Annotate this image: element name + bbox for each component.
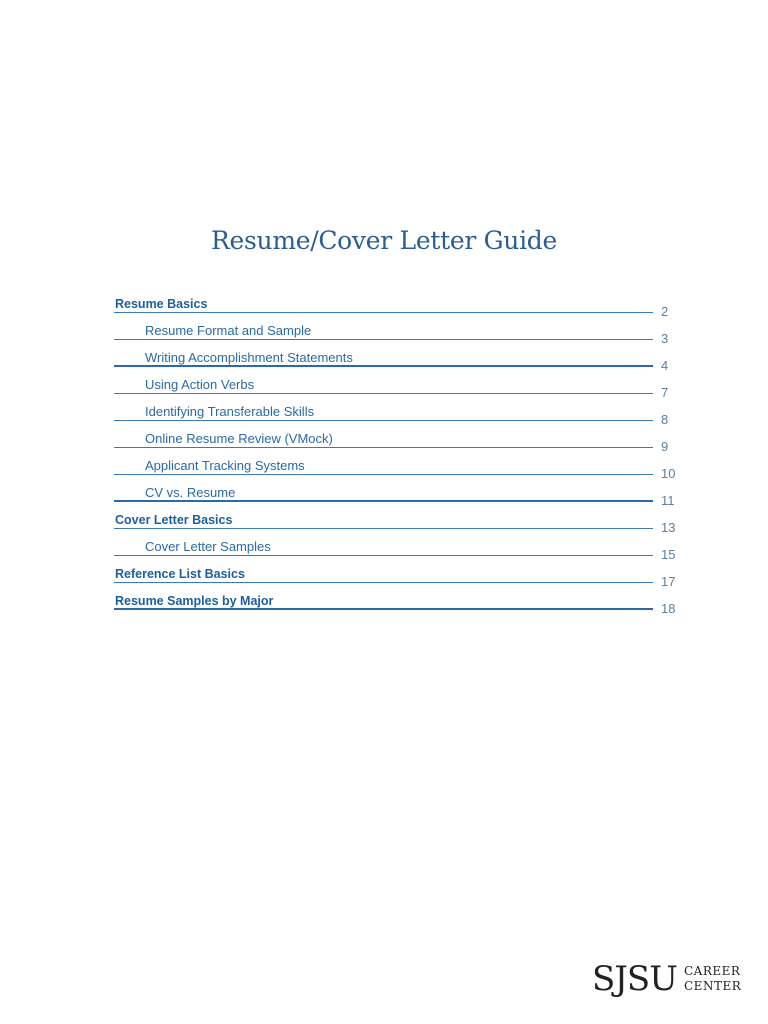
toc-entry-resume-basics[interactable] [114, 286, 684, 319]
toc-entry-label[interactable]: Resume Basics [115, 297, 208, 311]
toc-entry-cover-letter-samples[interactable] [114, 529, 684, 562]
toc-entry-transferable-skills[interactable] [114, 394, 684, 427]
toc-page-number: 9 [661, 439, 669, 454]
divider [114, 608, 653, 610]
logo-subtitle [684, 964, 741, 994]
document-title: Resume/Cover Letter Guide [210, 226, 558, 255]
toc-page-number: 11 [661, 493, 675, 508]
toc-entry-label[interactable]: Applicant Tracking Systems [145, 458, 305, 473]
toc-page-number: 13 [661, 520, 676, 535]
toc-entry-applicant-tracking[interactable] [114, 448, 684, 481]
toc-entry-cv-vs-resume[interactable] [114, 475, 684, 508]
toc-entry-label[interactable]: Resume Format and Sample [145, 323, 312, 338]
toc-page-number: 10 [661, 466, 676, 481]
toc-entry-label[interactable]: Online Resume Review (VMock) [145, 431, 333, 446]
toc-entry-reference-list[interactable] [114, 556, 684, 589]
toc-entry-action-verbs[interactable] [114, 367, 684, 400]
toc-entry-label[interactable]: CV vs. Resume [145, 485, 236, 500]
toc-page-number: 8 [661, 412, 669, 427]
toc-entry-resume-format[interactable] [114, 313, 684, 346]
logo-wordmark: SJSU [592, 959, 677, 999]
toc-entry-cover-letter-basics[interactable] [114, 502, 684, 535]
logo-subtitle-line1: CAREER [684, 964, 741, 978]
toc-page-number: 18 [661, 601, 676, 616]
toc-entry-label[interactable]: Resume Samples by Major [115, 594, 274, 608]
toc-entry-label[interactable]: Cover Letter Samples [145, 539, 271, 554]
toc-entry-label[interactable]: Cover Letter Basics [115, 513, 233, 527]
toc-page-number: 2 [661, 304, 669, 319]
logo-subtitle-line2: CENTER [684, 979, 742, 993]
toc-page-number: 3 [661, 331, 669, 346]
toc-entry-accomplishment-statements[interactable] [114, 340, 684, 373]
toc-page-number: 17 [661, 574, 676, 589]
toc-page-number: 7 [661, 385, 669, 400]
toc-page-number: 4 [661, 358, 669, 373]
toc-entry-resume-samples-by-major[interactable] [114, 583, 684, 616]
toc-entry-label[interactable]: Using Action Verbs [145, 377, 255, 392]
table-of-contents [114, 286, 684, 616]
toc-entry-label[interactable]: Writing Accomplishment Statements [145, 350, 353, 365]
toc-entry-label[interactable]: Identifying Transferable Skills [145, 404, 315, 419]
toc-page-number: 15 [661, 547, 676, 562]
toc-entry-label[interactable]: Reference List Basics [115, 567, 245, 581]
toc-entry-vmock[interactable] [114, 421, 684, 454]
